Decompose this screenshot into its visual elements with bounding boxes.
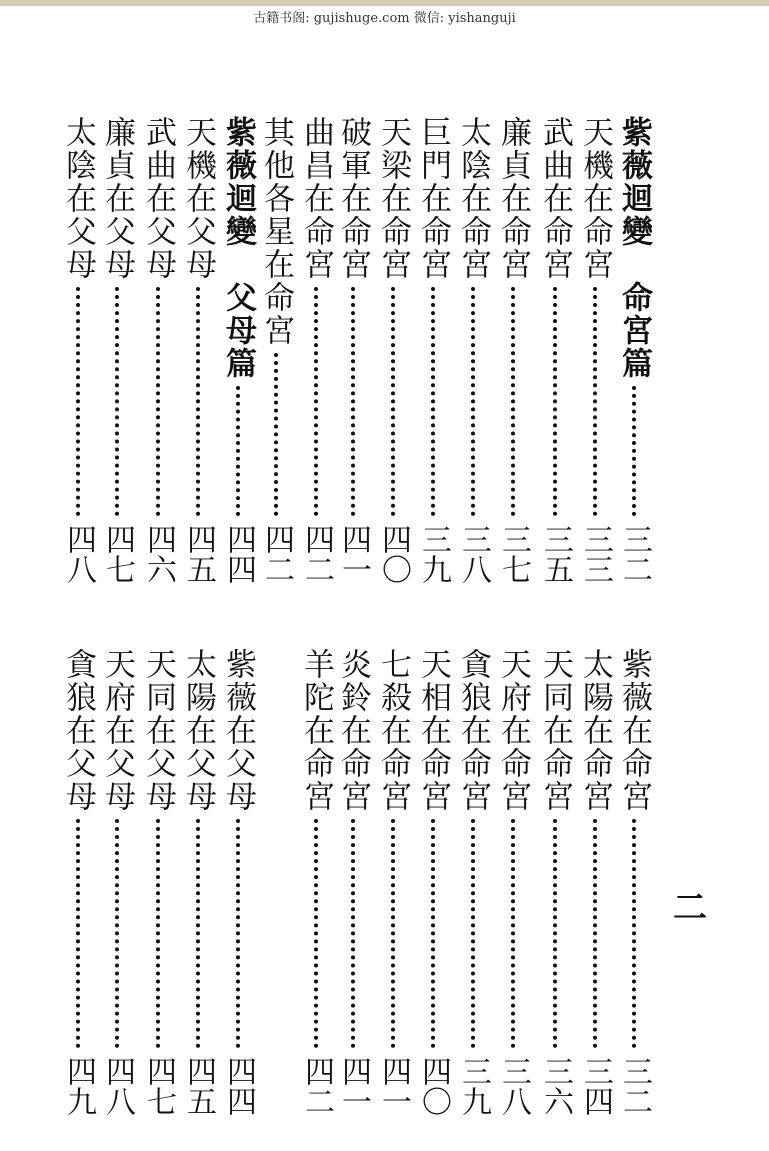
toc-entry[interactable] (577, 648, 613, 1116)
toc-entry[interactable] (616, 648, 652, 1116)
toc-entry[interactable] (180, 648, 216, 1116)
toc-entry-title: 天機在父母 (180, 116, 216, 281)
toc-entry-title: 紫薇迴變 命宮篇 (616, 116, 652, 380)
leader-dots (471, 819, 475, 1048)
toc-entry[interactable] (99, 116, 135, 584)
toc-entry-title: 太陽在命宮 (577, 648, 613, 813)
leader-dots (115, 819, 119, 1048)
leader-dots (471, 287, 475, 516)
leader-dots (76, 819, 80, 1048)
leader-dots (553, 819, 557, 1048)
toc-entry-page: 四〇 (416, 1056, 451, 1116)
leader-dots (391, 819, 395, 1048)
toc-entry-title: 天府在父母 (99, 648, 135, 813)
toc-entry[interactable] (140, 116, 176, 584)
toc-entry-page: 四二 (299, 1056, 334, 1116)
toc-entry[interactable] (415, 648, 451, 1116)
toc-entry-page: 四七 (141, 1056, 176, 1116)
toc-entry-title: 其他各星在命宮 (258, 116, 294, 347)
toc-entry-page: 四五 (181, 1056, 216, 1116)
toc-entry-page: 四六 (141, 524, 176, 584)
leader-dots (115, 287, 119, 516)
toc-entry-title: 貪狼在命宮 (455, 648, 491, 813)
leader-dots (632, 386, 636, 516)
toc-entry-title: 太陰在父母 (60, 116, 96, 281)
toc-entry-page: 四五 (181, 524, 216, 584)
toc-entry-title: 天府在命宮 (495, 648, 531, 813)
leader-dots (431, 287, 435, 516)
toc-entry-title: 天同在父母 (140, 648, 176, 813)
page-number: 二 (673, 888, 707, 928)
toc-entry-title: 廉貞在命宮 (495, 116, 531, 281)
toc-entry-title: 貪狼在父母 (60, 648, 96, 813)
toc-entry[interactable] (99, 648, 135, 1116)
leader-dots (593, 819, 597, 1048)
toc-entry[interactable] (335, 116, 371, 584)
toc-entry-page: 三五 (538, 524, 573, 584)
leader-dots (236, 386, 240, 516)
toc-entry-page: 三三 (578, 524, 613, 584)
toc-entry[interactable] (258, 116, 294, 584)
leader-dots (431, 819, 435, 1048)
toc-entry-title: 天同在命宮 (537, 648, 573, 813)
toc-entry[interactable] (537, 648, 573, 1116)
toc-entry-title: 天梁在命宮 (375, 116, 411, 281)
toc-entry-title: 太陰在命宮 (455, 116, 491, 281)
toc-entry[interactable] (577, 116, 613, 584)
toc-entry-page: 四〇 (376, 524, 411, 584)
toc-entry[interactable] (298, 648, 334, 1116)
toc-entry[interactable] (140, 648, 176, 1116)
toc-entry[interactable] (60, 648, 96, 1116)
toc-entry-title: 羊陀在命宮 (298, 648, 334, 813)
leader-dots (632, 819, 636, 1048)
toc-entry-title: 炎鈴在命宮 (335, 648, 371, 813)
toc-entry-title: 天機在命宮 (577, 116, 613, 281)
toc-entry[interactable] (375, 648, 411, 1116)
toc-entry-title: 廉貞在父母 (99, 116, 135, 281)
toc-entry[interactable] (495, 116, 531, 584)
leader-dots (511, 287, 515, 516)
leader-dots (314, 819, 318, 1048)
toc-entry-page: 三七 (496, 524, 531, 584)
leader-dots (351, 287, 355, 516)
leader-dots (156, 819, 160, 1048)
leader-dots (196, 287, 200, 516)
toc-entry-page: 三九 (456, 1056, 491, 1116)
toc-entry-page: 四一 (336, 1056, 371, 1116)
toc-entry-page: 三二 (617, 1056, 652, 1116)
leader-dots (351, 819, 355, 1048)
top-border-bar (0, 0, 769, 6)
toc-entry-page: 四四 (221, 1056, 256, 1116)
toc-entry-page: 四二 (299, 524, 334, 584)
toc-entry-page: 三四 (578, 1056, 613, 1116)
toc-entry-title: 破軍在命宮 (335, 116, 371, 281)
leader-dots (236, 819, 240, 1048)
leader-dots (391, 287, 395, 516)
toc-entry[interactable] (298, 116, 334, 584)
toc-entry-page: 四七 (100, 524, 135, 584)
toc-entry-title: 武曲在父母 (140, 116, 176, 281)
toc-entry-title: 曲昌在命宮 (298, 116, 334, 281)
leader-dots (553, 287, 557, 516)
leader-dots (156, 287, 160, 516)
leader-dots (593, 287, 597, 516)
toc-entry[interactable] (220, 648, 256, 1116)
toc-entry[interactable] (375, 116, 411, 584)
toc-entry[interactable] (455, 648, 491, 1116)
toc-entry-page: 四四 (221, 524, 256, 584)
toc-entry-page: 三八 (456, 524, 491, 584)
leader-dots (314, 287, 318, 516)
toc-entry-page: 四一 (336, 524, 371, 584)
toc-entry-title: 紫薇在命宮 (616, 648, 652, 813)
toc-entry-page: 三八 (496, 1056, 531, 1116)
leader-dots (76, 287, 80, 516)
toc-entry[interactable] (180, 116, 216, 584)
toc-entry-title: 七殺在命宮 (375, 648, 411, 813)
leader-dots (196, 819, 200, 1048)
toc-entry[interactable] (415, 116, 451, 584)
toc-entry-page: 四八 (100, 1056, 135, 1116)
toc-entry[interactable] (616, 116, 652, 584)
watermark-text: 古籍书阁: gujishuge.com 微信: yishanguji (253, 11, 516, 26)
leader-dots (274, 353, 278, 516)
leader-dots (511, 819, 515, 1048)
toc-entry-title: 太陽在父母 (180, 648, 216, 813)
toc-entry-title: 天相在命宮 (415, 648, 451, 813)
toc-entry-title: 紫薇迴變 父母篇 (220, 116, 256, 380)
toc-entry[interactable] (335, 648, 371, 1116)
toc-entry[interactable] (537, 116, 573, 584)
toc-entry[interactable] (220, 116, 256, 584)
toc-entry-page: 三六 (538, 1056, 573, 1116)
toc-entry-page: 四一 (376, 1056, 411, 1116)
toc-entry-page: 四二 (259, 524, 294, 584)
toc-entry-title: 紫薇在父母 (220, 648, 256, 813)
toc-entry-page: 四八 (61, 524, 96, 584)
toc-entry[interactable] (60, 116, 96, 584)
toc-entry-title: 武曲在命宮 (537, 116, 573, 281)
toc-entry-page: 四九 (61, 1056, 96, 1116)
toc-entry[interactable] (495, 648, 531, 1116)
toc-entry-page: 三二 (617, 524, 652, 584)
toc-entry-title: 巨門在命宮 (415, 116, 451, 281)
toc-entry[interactable] (455, 116, 491, 584)
toc-entry-page: 三九 (416, 524, 451, 584)
